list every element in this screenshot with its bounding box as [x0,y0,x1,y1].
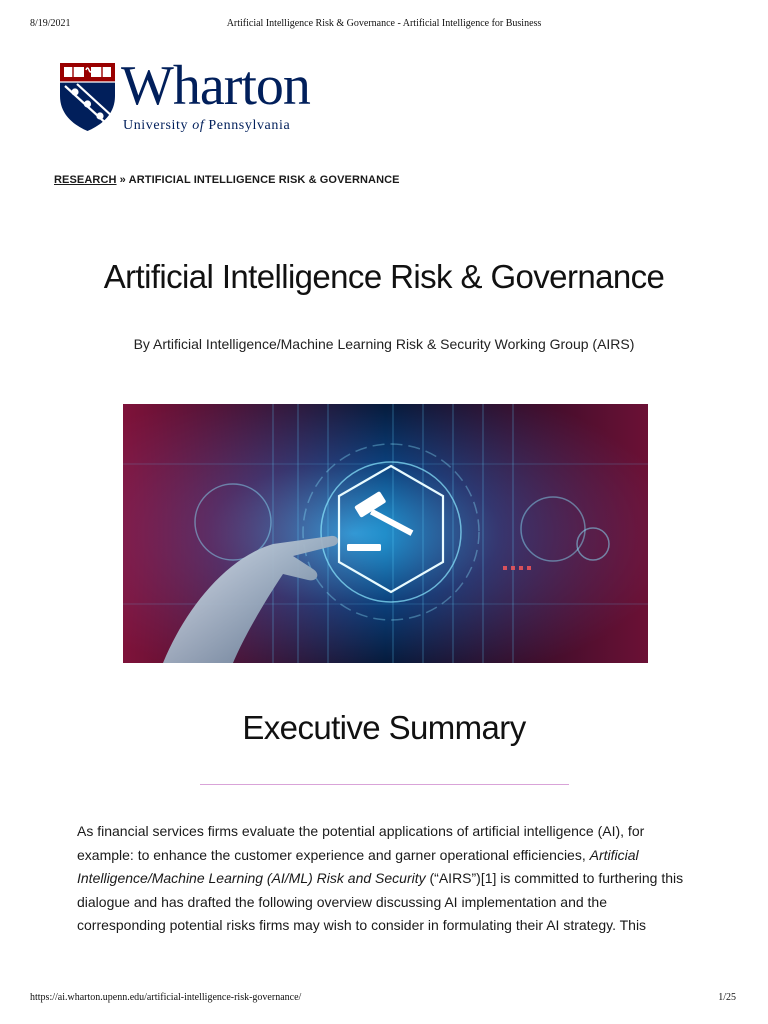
hero-image [123,404,648,663]
body-paragraph [77,820,697,938]
paragraph-part-1: As financial services firms evaluate the potential applications of artificial intelligence (AI), for example: to enhance the customer experience and garner operational efficiencies, [77,823,645,863]
logo-sub-pennsylvania: Pennsylvania [204,118,291,133]
paragraph-part-2: (“AIRS”)[1] is committed to furthering this dialogue and has drafted the following overview discussing AI implementation and the corresponding potential risks firms may wish to consider in formulating their AI strategy. This [77,870,684,933]
section-divider [200,784,569,785]
section-title-executive-summary: Executive Summary [242,709,526,746]
robot-hand-gavel-icon [123,404,648,663]
print-page-title: Artificial Intelligence Risk & Governance - Artificial Intelligence for Business [226,18,542,29]
page-title: Artificial Intelligence Risk & Governance [103,258,665,295]
article-byline: By Artificial Intelligence/Machine Learning Risk & Security Working Group (AIRS) [133,336,635,352]
print-footer [0,992,768,1006]
logo-sub-university: University [123,118,193,133]
breadcrumb-separator: » [116,174,129,186]
penn-shield-icon [59,62,116,132]
logo-wordmark: Wharton [121,55,310,117]
wharton-logo[interactable] [59,55,349,134]
print-page-number: 1/25 [718,992,736,1003]
paragraph-emphasis: Artificial Intelligence/Machine Learning (AI/ML) Risk and Security [77,846,639,886]
breadcrumb-research-link[interactable]: RESEARCH [54,174,117,186]
breadcrumb-current: ARTIFICIAL INTELLIGENCE RISK & GOVERNANCE [128,174,400,186]
print-date: 8/19/2021 [30,18,71,29]
logo-sub-of: of [192,118,205,133]
breadcrumb [54,174,400,186]
logo-subtitle [123,118,290,134]
print-header [0,18,768,32]
print-url: https://ai.wharton.upenn.edu/artificial-intelligence-risk-governance/ [30,992,302,1003]
